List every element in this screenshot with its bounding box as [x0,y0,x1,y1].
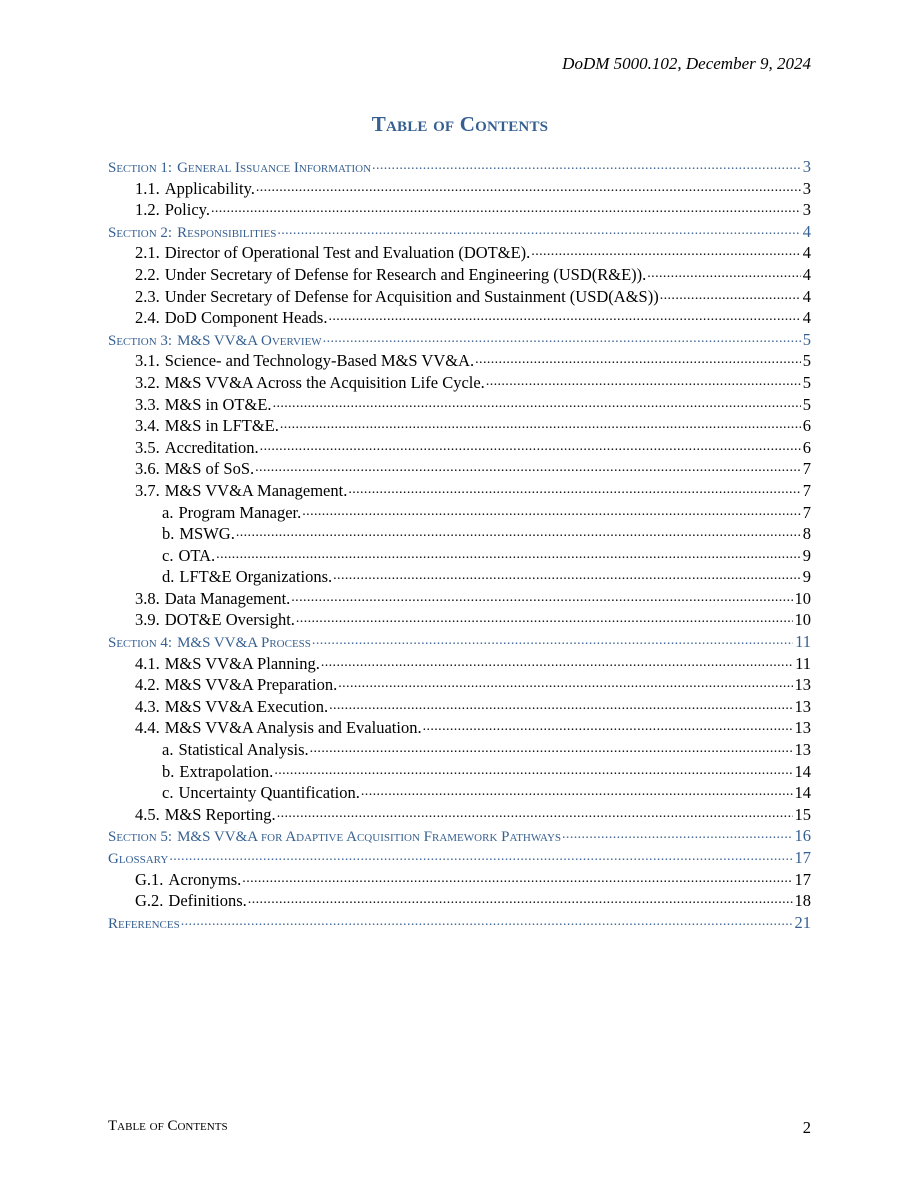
toc-entry-label [162,502,302,524]
dot-leader [338,674,792,695]
toc-entry-link[interactable] [108,242,811,264]
toc-entry-text: M&S VV&A Preparation. [164,675,338,695]
toc-entry-link[interactable] [108,869,811,891]
toc-entry-link[interactable] [108,502,811,524]
toc-entry-text: References [108,915,180,932]
toc-entry-link[interactable] [108,761,811,783]
toc-page-number: 14 [794,783,811,803]
toc-entry-label [108,633,312,653]
toc-entry-number: 2.1. [135,243,160,263]
toc-entry-label [162,782,361,804]
toc-entry-number: b. [162,524,175,544]
toc-page-number: 17 [794,869,811,889]
toc-section-link[interactable] [108,221,811,243]
toc-page-number: 11 [795,632,811,652]
toc-entry-text: M&S in OT&E. [164,394,272,414]
toc-page-number: 13 [794,696,811,716]
toc-entry-label [135,674,338,696]
toc-entry-link[interactable] [108,674,811,696]
toc-entry-label [135,372,486,394]
toc-page-number: 5 [802,351,811,371]
dot-leader [328,307,800,328]
dot-leader [562,825,792,846]
toc-entry-number: b. [162,761,175,781]
toc-entry-number: Section 3: [108,332,173,349]
toc-entry-number: Section 2: [108,224,173,241]
toc-page-number: 11 [795,653,811,673]
toc-entry-text: Definitions. [168,891,247,911]
toc-entry-label [135,286,660,308]
toc-page-number: 6 [802,437,811,457]
toc-entry-label [135,869,242,891]
dot-leader [256,178,801,199]
toc-entry-number: Section 4: [108,635,173,652]
toc-entry-number: 4.3. [135,696,160,716]
toc-page-number: 21 [794,912,811,932]
dot-leader [531,242,800,263]
toc-entry-text: Responsibilities [177,224,277,241]
dot-leader [236,523,801,544]
toc-entry-text: M&S VV&A Overview [177,332,322,349]
dot-leader [211,199,801,220]
toc-entry-text: Statistical Analysis. [178,740,309,760]
dot-leader [273,394,801,415]
toc-entry-label [135,199,211,221]
toc-page-number: 10 [794,588,811,608]
toc-page-number: 18 [794,891,811,911]
toc-page-number: 3 [802,178,811,198]
toc-section-link[interactable] [108,912,811,934]
footer-page-number: 2 [802,1118,811,1137]
dot-leader [216,545,801,566]
toc-entry-number: 4.5. [135,804,160,824]
dot-leader [660,286,801,307]
toc-entry-text: Under Secretary of Defense for Acquisition and Sustainment (USD(A&S)) [164,286,659,306]
toc-entry-label [135,242,531,264]
toc-entry-text: M&S VV&A Across the Acquisition Life Cycle. [164,372,485,392]
toc-section-link[interactable] [108,631,811,653]
toc-entry-label [135,890,248,912]
toc-entry-label [108,223,277,243]
toc-page-number: 13 [794,718,811,738]
toc-entry-text: OTA. [178,545,216,565]
toc-entry-number: 3.5. [135,437,160,457]
toc-entry-label [108,827,562,847]
toc-page-number: 9 [802,545,811,565]
toc-entry-number: 4.2. [135,675,160,695]
toc-section-link[interactable] [108,156,811,178]
toc-entry-label [135,717,423,739]
dot-leader [181,912,793,933]
toc-page-number: 15 [794,804,811,824]
toc-entry-text: M&S in LFT&E. [164,416,279,436]
dot-leader [277,804,793,825]
toc-entry-text: LFT&E Organizations. [179,567,333,587]
toc-entry-text: Under Secretary of Defense for Research and Engineering (USD(R&E)). [164,264,647,284]
toc-entry-text: Policy. [164,200,210,220]
toc-entry-link[interactable] [108,458,811,480]
dot-leader [333,566,801,587]
toc-entry-label [135,437,260,459]
toc-entry-text: M&S Reporting. [164,804,276,824]
toc-entry-link[interactable] [108,653,811,675]
toc-entry-link[interactable] [108,566,811,588]
toc-entry-text: M&S VV&A Planning. [164,653,320,673]
dot-leader [277,221,800,242]
toc-entry-link[interactable] [108,696,811,718]
dot-leader [475,350,801,371]
toc-entry-link[interactable] [108,588,811,610]
toc-entry-text: General Issuance Information [177,160,372,176]
toc-page-number: 6 [802,416,811,436]
toc-entry-number: G.2. [135,891,164,911]
toc-entry-link[interactable] [108,350,811,372]
toc-entry-link[interactable] [108,523,811,545]
toc-entry-text: Director of Operational Test and Evaluation (DOT&E). [164,243,531,263]
toc-entry-number: 4.4. [135,718,160,738]
toc-entry-text: MSWG. [179,524,235,544]
toc-page-number: 10 [794,610,811,630]
dot-leader [291,588,792,609]
toc-entry-number: 2.2. [135,264,160,284]
toc-page-number: 4 [802,264,811,284]
toc-page-number: 3 [802,200,811,220]
toc-page-number: 4 [802,221,811,241]
toc-entry-link[interactable] [108,286,811,308]
toc-entry-text: Accreditation. [164,437,259,457]
toc-entry-label [135,804,277,826]
dot-leader [274,761,792,782]
toc-entry-link[interactable] [108,307,811,329]
toc-entry-text: M&S VV&A for Adaptive Acquisition Framework Pathways [177,829,562,846]
footer-section-name: Table of Contents [108,1118,228,1134]
toc-page-number: 16 [794,826,811,846]
toc-entry-number: G.1. [135,869,164,889]
toc-entry-link[interactable] [108,717,811,739]
toc-entry-number: 3.4. [135,416,160,436]
toc-entry-label [135,653,321,675]
toc-entry-text: M&S of SoS. [164,459,255,479]
dot-leader [312,631,793,652]
toc-entry-number: 3.8. [135,588,160,608]
toc-page-number: 4 [802,243,811,263]
toc-entry-link[interactable] [108,437,811,459]
dot-leader [248,890,793,911]
toc-entry-label [162,566,333,588]
dot-leader [260,437,801,458]
toc-entry-link[interactable] [108,372,811,394]
toc-entry-label [135,588,291,610]
toc-entry-link[interactable] [108,545,811,567]
toc-entry-number: c. [162,545,174,565]
dot-leader [348,480,800,501]
toc-entry-text: Extrapolation. [179,761,274,781]
toc-entry-number: 3.9. [135,610,160,630]
toc-entry-label [135,264,647,286]
dot-leader [280,415,801,436]
page-title: Table of Contents [371,112,549,136]
toc-entry-label [135,609,296,631]
toc-entry-text: M&S VV&A Execution. [164,696,329,716]
toc-entry-number: 3.1. [135,351,160,371]
toc-entry-number: 2.4. [135,308,160,328]
toc-page-number: 7 [802,502,811,522]
dot-leader [647,264,800,285]
toc-section-link[interactable] [108,329,811,351]
table-of-contents [108,156,811,933]
toc-page-number: 4 [802,286,811,306]
toc-entry-number: d. [162,567,175,587]
dot-leader [302,502,800,523]
toc-entry-label [135,394,273,416]
toc-entry-link[interactable] [108,782,811,804]
toc-entry-number: Section 5: [108,829,173,846]
toc-entry-label [162,739,310,761]
toc-entry-number: 2.3. [135,286,160,306]
toc-entry-label [135,415,280,437]
toc-entry-label [108,331,323,351]
toc-section-link[interactable] [108,847,811,869]
dot-leader [255,458,801,479]
toc-entry-text: Science- and Technology-Based M&S VV&A. [164,351,475,371]
toc-entry-link[interactable] [108,609,811,631]
toc-page-number: 5 [802,329,811,349]
toc-entry-text: Uncertainty Quantification. [178,783,360,803]
toc-entry-link[interactable] [108,480,811,502]
toc-entry-text: Program Manager. [178,502,302,522]
toc-entry-text: Glossary [108,851,169,867]
dot-leader [329,696,792,717]
toc-page-number: 7 [802,459,811,479]
toc-entry-link[interactable] [108,890,811,912]
toc-page-number: 5 [802,372,811,392]
toc-entry-text: Data Management. [164,588,291,608]
toc-page-number: 3 [802,157,811,176]
toc-page-number: 14 [794,761,811,781]
toc-entry-label [162,545,216,567]
toc-entry-label [135,458,255,480]
toc-entry-text: Acronyms. [168,869,242,889]
document-reference: DoDM 5000.102, December 9, 2024 [562,54,811,73]
dot-leader [310,739,793,760]
toc-page-number: 9 [802,567,811,587]
toc-entry-number: 3.7. [135,480,160,500]
toc-entry-text: DoD Component Heads. [164,308,328,328]
toc-entry-label [108,158,372,178]
dot-leader [423,717,793,738]
toc-entry-text: M&S VV&A Management. [164,480,348,500]
toc-entry-number: Section 1: [108,160,173,176]
toc-entry-label [108,849,169,869]
toc-entry-text: M&S VV&A Process [177,635,311,652]
toc-entry-link[interactable] [108,739,811,761]
dot-leader [372,156,801,177]
toc-entry-link[interactable] [108,264,811,286]
toc-entry-label [135,696,329,718]
toc-page-number: 4 [802,308,811,328]
toc-page-number: 17 [794,848,811,867]
toc-entry-label [135,480,348,502]
toc-page-number: 5 [802,394,811,414]
toc-entry-number: a. [162,740,174,760]
toc-entry-link[interactable] [108,178,811,200]
dot-leader [242,869,792,890]
toc-entry-label [162,523,236,545]
toc-entry-label [108,914,181,934]
toc-entry-link[interactable] [108,804,811,826]
toc-entry-label [135,307,328,329]
toc-entry-number: 4.1. [135,653,160,673]
toc-page-number: 7 [802,480,811,500]
toc-entry-link[interactable] [108,394,811,416]
dot-leader [321,653,793,674]
toc-entry-label [135,178,256,200]
toc-section-link[interactable] [108,825,811,847]
toc-entry-number: 3.3. [135,394,160,414]
toc-entry-number: 1.1. [135,178,160,198]
dot-leader [296,609,793,630]
toc-entry-text: DOT&E Oversight. [164,610,295,630]
toc-entry-number: c. [162,783,174,803]
dot-leader [361,782,793,803]
dot-leader [323,329,801,350]
toc-page-number: 13 [794,675,811,695]
toc-entry-label [135,350,475,372]
dot-leader [486,372,801,393]
toc-entry-number: 3.2. [135,372,160,392]
dot-leader [169,847,792,868]
toc-entry-text: M&S VV&A Analysis and Evaluation. [164,718,422,738]
toc-page-number: 8 [802,524,811,544]
toc-entry-link[interactable] [108,199,811,221]
toc-entry-number: 3.6. [135,459,160,479]
toc-page-number: 13 [794,740,811,760]
toc-entry-number: a. [162,502,174,522]
toc-entry-text: Applicability. [164,178,255,198]
toc-entry-link[interactable] [108,415,811,437]
toc-entry-label [162,761,274,783]
toc-entry-number: 1.2. [135,200,160,220]
